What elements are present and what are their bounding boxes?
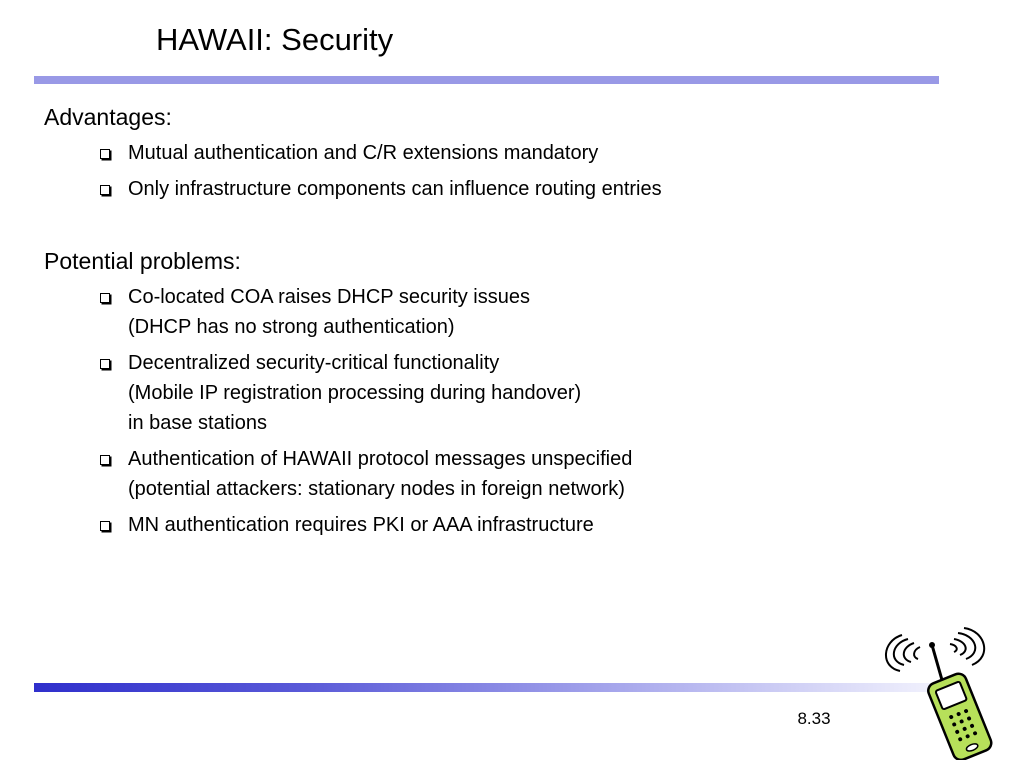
- problem-item: [98, 510, 944, 540]
- square-bullet-icon: [100, 521, 110, 531]
- square-bullet-icon: [100, 455, 110, 465]
- problems-heading: Potential problems:: [44, 248, 241, 274]
- bullet-line: Authentication of HAWAII protocol messages unspecified: [128, 448, 633, 470]
- slide-content: [44, 100, 944, 546]
- bullet-line: Co-located COA raises DHCP security issues: [128, 286, 530, 308]
- footer-divider: [34, 683, 939, 692]
- bullet-line: Decentralized security-critical functionality: [128, 352, 500, 374]
- bullet-line: MN authentication requires PKI or AAA infrastructure: [128, 514, 594, 536]
- problem-item: [98, 348, 944, 438]
- bullet-line: Only infrastructure components can influence routing entries: [128, 178, 662, 200]
- advantage-item: [98, 174, 944, 204]
- bullet-line: (Mobile IP registration processing during handover): [128, 382, 582, 404]
- square-bullet-icon: [100, 185, 110, 195]
- advantages-heading: Advantages:: [44, 104, 172, 130]
- mobile-phone-icon: [880, 625, 1010, 760]
- square-bullet-icon: [100, 149, 110, 159]
- bullet-line: (DHCP has no strong authentication): [128, 316, 455, 338]
- bullet-line: in base stations: [128, 412, 267, 434]
- square-bullet-icon: [100, 359, 110, 369]
- bullet-line: Mutual authentication and C/R extensions mandatory: [128, 142, 599, 164]
- bullet-line: (potential attackers: stationary nodes in foreign network): [128, 478, 625, 500]
- title-divider: [34, 76, 939, 84]
- advantages-list: [44, 138, 944, 204]
- page-number: 8.33: [797, 709, 831, 728]
- problem-item: [98, 282, 944, 342]
- problem-item: [98, 444, 944, 504]
- problems-list: [44, 282, 944, 540]
- slide-title: HAWAII: Security: [156, 22, 394, 57]
- square-bullet-icon: [100, 293, 110, 303]
- advantage-item: [98, 138, 944, 168]
